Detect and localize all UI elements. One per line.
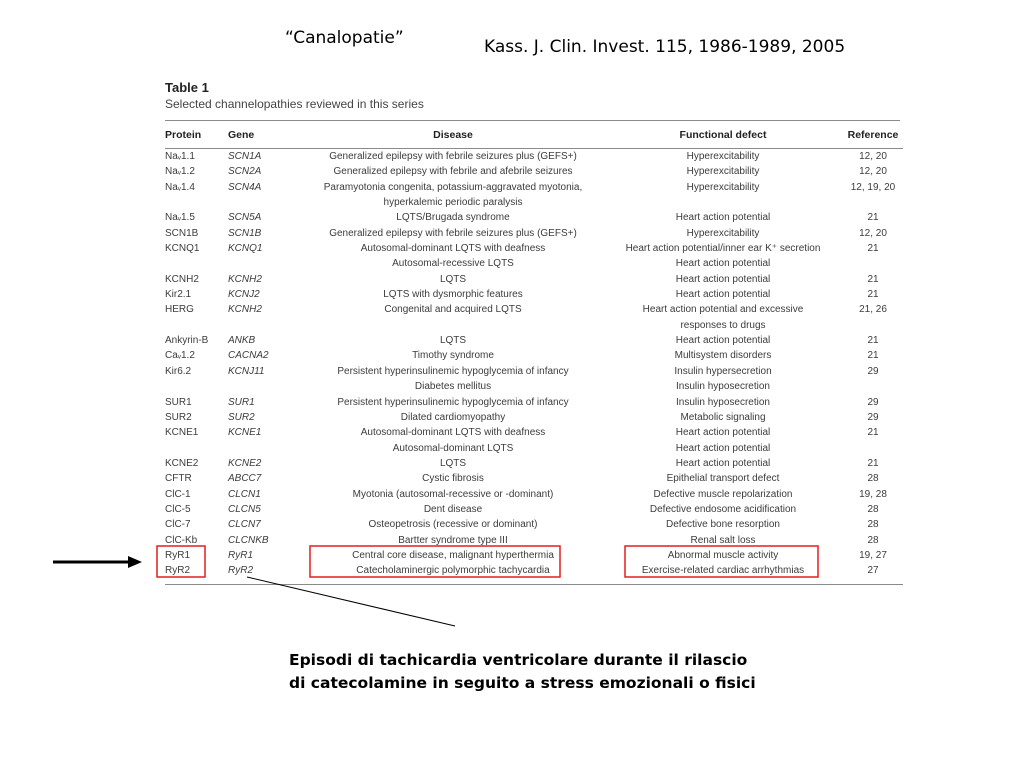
highlight-box-protein [157, 546, 205, 577]
cell-protein: ClC-1 [165, 488, 191, 500]
cell-disease: Generalized epilepsy with febrile and afebrile seizures [333, 166, 573, 178]
cell-reference: 28 [867, 473, 879, 485]
cell-functional-defect: Heart action potential/inner ear K⁺ secretion [625, 243, 821, 255]
cell-disease: hyperkalemic periodic paralysis [383, 197, 523, 209]
cell-functional-defect: Heart action potential [675, 289, 771, 301]
cell-reference: 21 [867, 289, 879, 301]
cell-protein: HERG [165, 304, 194, 316]
cell-disease: LQTS/Brugada syndrome [396, 212, 510, 224]
cell-functional-defect: Heart action potential [675, 442, 771, 454]
slide-title: “Canalopatie” [285, 28, 404, 48]
cell-protein: Naᵥ1.4 [165, 181, 195, 193]
cell-gene: CLCNKB [228, 534, 269, 546]
cell-functional-defect: Hyperexcitability [686, 166, 760, 178]
cell-gene: CLCN7 [228, 519, 261, 531]
cell-gene: SCN1A [228, 151, 262, 162]
cell-reference: 12, 20 [859, 151, 887, 162]
cell-functional-defect: Insulin hyposecretion [676, 381, 770, 393]
cell-disease: LQTS with dysmorphic features [383, 289, 523, 301]
cell-reference: 21 [867, 350, 879, 362]
cell-functional-defect: Epithelial transport defect [666, 473, 780, 485]
cell-functional-defect: responses to drugs [680, 319, 766, 331]
cell-protein: SCN1B [165, 227, 199, 239]
cell-protein: ClC-Kb [165, 534, 198, 546]
cell-protein: ClC-7 [165, 519, 191, 531]
note-line-1: Episodi di tachicardia ventricolare durante il rilascio [289, 651, 748, 669]
cell-disease: LQTS [439, 335, 467, 347]
cell-functional-defect: Defective bone resorption [666, 519, 780, 531]
cell-reference: 28 [867, 503, 879, 515]
cell-reference: 21 [867, 273, 879, 285]
cell-protein: KCNE2 [165, 457, 199, 469]
cell-functional-defect: Metabolic signaling [680, 411, 766, 423]
cell-disease: Paramyotonia congenita, potassium-aggravated myotonia, [323, 181, 583, 193]
cell-disease: Dilated cardiomyopathy [400, 411, 506, 423]
cell-disease: Central core disease, malignant hyperthermia [352, 549, 554, 561]
callout-line [247, 577, 455, 626]
cell-reference: 12, 19, 20 [850, 181, 896, 193]
cell-gene: SCN2A [228, 166, 262, 178]
cell-functional-defect: Insulin hypersecretion [674, 365, 772, 377]
cell-disease: Dent disease [423, 503, 483, 515]
cell-protein: Kir6.2 [165, 365, 192, 377]
cell-gene: KCNH2 [228, 273, 262, 285]
cell-protein: CFTR [165, 473, 192, 485]
cell-gene: KCNJ11 [228, 365, 265, 377]
cell-reference: 19, 28 [859, 488, 887, 500]
cell-gene: CACNA2 [228, 350, 269, 362]
cell-gene: SUR2 [228, 411, 255, 423]
cell-disease: Cystic fibrosis [422, 473, 484, 485]
cell-gene: KCNJ2 [228, 289, 260, 301]
cell-protein: SUR1 [165, 396, 192, 408]
cell-functional-defect: Defective endosome acidification [649, 503, 797, 515]
cell-functional-defect: Heart action potential [675, 273, 771, 285]
cell-functional-defect: Heart action potential [675, 335, 771, 347]
cell-disease: Autosomal-dominant LQTS with deafness [360, 243, 546, 255]
cell-reference: 21 [867, 243, 879, 255]
cell-protein: KCNH2 [165, 273, 199, 285]
cell-protein: ClC-5 [165, 503, 191, 515]
cell-gene: CLCN5 [228, 503, 261, 515]
cell-gene: RyR1 [228, 549, 254, 561]
cell-functional-defect: Insulin hyposecretion [676, 396, 770, 408]
cell-functional-defect: Heart action potential and excessive [642, 304, 804, 316]
cell-gene: SCN1B [228, 227, 262, 239]
cell-gene: ANKB [228, 335, 256, 347]
cell-functional-defect: Hyperexcitability [686, 151, 760, 162]
cell-disease: Timothy syndrome [412, 350, 494, 362]
cell-protein: KCNQ1 [165, 243, 200, 255]
cell-protein: KCNE1 [165, 427, 199, 439]
cell-functional-defect: Hyperexcitability [686, 227, 760, 239]
cell-protein: Naᵥ1.5 [165, 212, 195, 224]
cell-protein: Naᵥ1.1 [165, 151, 195, 162]
cell-gene: CLCN1 [228, 488, 261, 500]
cell-reference: 21 [867, 427, 879, 439]
cell-functional-defect: Renal salt loss [690, 534, 756, 546]
header-protein: Protein [165, 121, 225, 149]
arrow-head-icon [128, 556, 142, 568]
cell-reference: 27 [843, 563, 903, 585]
header-gene: Gene [225, 121, 303, 149]
explanatory-note [289, 649, 849, 695]
cell-functional-defect: Heart action potential [675, 457, 771, 469]
cell-disease: Diabetes mellitus [414, 381, 492, 393]
cell-functional-defect: Exercise-related cardiac arrhythmias [603, 563, 843, 585]
cell-reference: 21 [867, 212, 879, 224]
cell-gene: KCNE1 [228, 427, 262, 439]
highlight-box-functional-defect [625, 546, 818, 577]
cell-functional-defect: Abnormal muscle activity [667, 549, 779, 561]
cell-protein: SUR2 [165, 411, 192, 423]
cell-protein: Caᵥ1.2 [165, 350, 195, 362]
cell-reference: 12, 20 [859, 227, 887, 239]
cell-reference: 29 [867, 396, 879, 408]
cell-disease: Autosomal-dominant LQTS [392, 442, 514, 454]
cell-gene: SCN5A [228, 212, 262, 224]
cell-reference: 28 [867, 534, 879, 546]
cell-disease: Bartter syndrome type III [398, 534, 508, 546]
note-line-2: di catecolamine in seguito a stress emozionali o fisici [289, 674, 756, 692]
cell-disease: Myotonia (autosomal-recessive or -dominant) [352, 488, 554, 500]
cell-functional-defect: Hyperexcitability [686, 181, 760, 193]
highlight-box-disease [310, 546, 560, 577]
cell-reference: 28 [867, 519, 879, 531]
cell-reference: 29 [867, 365, 879, 377]
cell-reference: 21 [867, 335, 879, 347]
cell-gene: KCNQ1 [228, 243, 263, 255]
cell-disease: Autosomal-recessive LQTS [392, 258, 514, 270]
cell-functional-defect: Heart action potential [675, 212, 771, 224]
cell-reference: 21 [867, 457, 879, 469]
cell-disease: Generalized epilepsy with febrile seizures plus (GEFS+) [329, 227, 577, 239]
table-label: Table 1 [165, 80, 209, 95]
cell-protein: Naᵥ1.2 [165, 166, 195, 178]
cell-reference: 19, 27 [859, 549, 887, 561]
cell-disease: Osteopetrosis (recessive or dominant) [368, 519, 538, 531]
cell-disease: Catecholaminergic polymorphic tachycardia [303, 563, 603, 585]
cell-protein: RyR2 [165, 563, 225, 585]
cell-gene: ABCC7 [228, 473, 262, 485]
header-functional-defect: Functional defect [603, 121, 843, 149]
cell-disease: LQTS [439, 457, 467, 469]
cell-functional-defect: Heart action potential [675, 258, 771, 270]
cell-protein: RyR1 [165, 549, 191, 561]
cell-protein: Kir2.1 [165, 289, 192, 301]
cell-reference: 21, 26 [859, 304, 887, 316]
cell-gene: KCNH2 [228, 304, 262, 316]
cell-disease: Congenital and acquired LQTS [384, 304, 522, 316]
cell-reference: 12, 20 [859, 166, 887, 178]
cell-disease: Persistent hyperinsulinemic hypoglycemia of infancy [337, 396, 569, 408]
cell-disease: LQTS [439, 273, 467, 285]
cell-protein: Ankyrin-B [165, 335, 209, 347]
cell-gene: SUR1 [228, 396, 255, 408]
cell-reference: 29 [867, 411, 879, 423]
cell-disease: Autosomal-dominant LQTS with deafness [360, 427, 546, 439]
cell-functional-defect: Defective muscle repolarization [653, 488, 793, 500]
cell-disease: Generalized epilepsy with febrile seizures plus (GEFS+) [329, 151, 577, 162]
cell-gene: KCNE2 [228, 457, 262, 469]
cell-disease: Persistent hyperinsulinemic hypoglycemia of infancy [337, 365, 569, 377]
header-disease: Disease [303, 121, 603, 149]
cell-functional-defect: Multisystem disorders [674, 350, 772, 362]
cell-gene: RyR2 [225, 563, 303, 585]
citation: Kass. J. Clin. Invest. 115, 1986-1989, 2005 [484, 37, 846, 57]
table-caption: Selected channelopathies reviewed in this series [165, 96, 900, 121]
cell-gene: SCN4A [228, 181, 262, 193]
header-reference: Reference [843, 121, 903, 149]
cell-functional-defect: Heart action potential [675, 427, 771, 439]
